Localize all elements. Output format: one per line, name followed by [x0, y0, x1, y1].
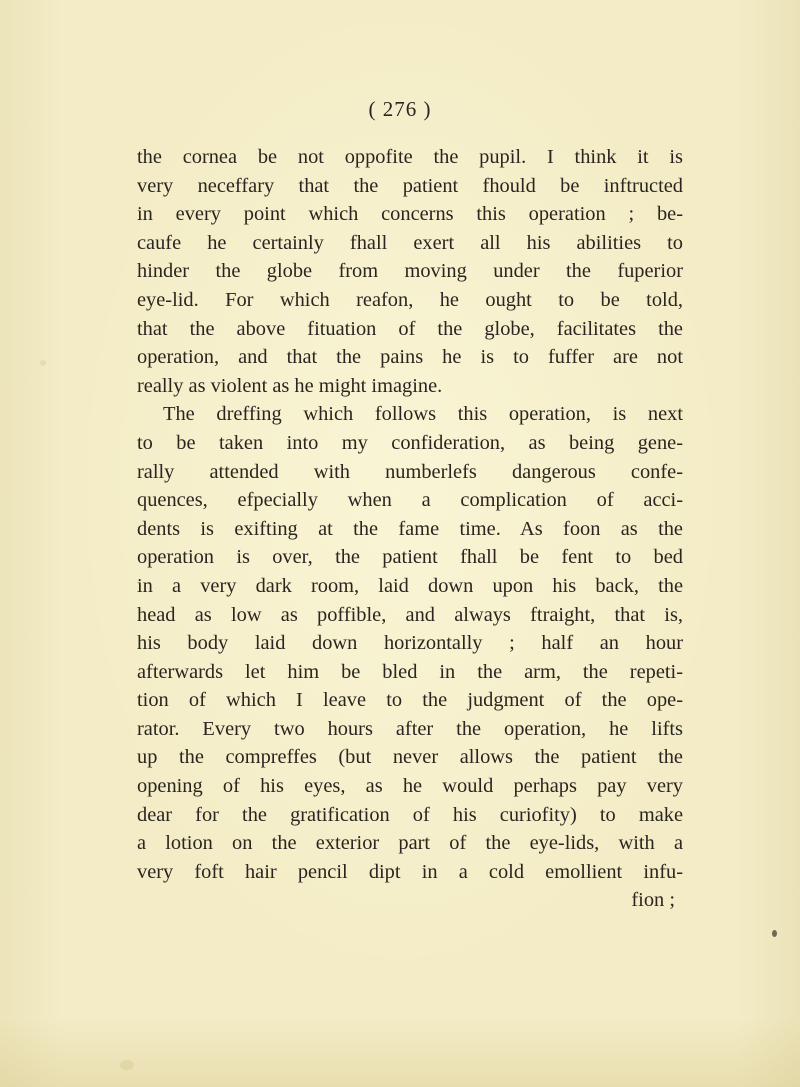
text-line: that the above fituation of the globe, facilitates the: [137, 317, 683, 340]
text-line: really as violent as he might imagine.: [137, 374, 443, 397]
text-line: his body laid down horizontally ; half an hour: [137, 632, 683, 655]
text-line: in a very dark room, laid down upon his back, the: [137, 574, 683, 597]
text-line: rally attended with numberlefs dangerous confe-: [137, 460, 683, 483]
text-line: dear for the gratification of his curiofity) to make: [137, 803, 683, 826]
text-line: operation, and that the pains he is to fuffer are not: [137, 346, 683, 369]
text-line: operation is over, the patient fhall be fent to bed: [137, 546, 683, 569]
text-line: quences, efpecially when a complication of acci-: [137, 489, 683, 512]
text-line: The dreffing which follows this operation, is next: [163, 403, 683, 426]
text-line: opening of his eyes, as he would perhaps pay very: [137, 775, 683, 798]
text-line: dents is exifting at the fame time. As foon as the: [137, 517, 683, 540]
text-line: head as low as poffible, and always ftraight, that is,: [137, 603, 683, 626]
text-line: tion of which I leave to the judgment of the ope-: [137, 689, 683, 712]
body-text: [137, 143, 683, 915]
page-number-header: ( 276 ): [368, 97, 432, 121]
foxing-spot: [40, 360, 46, 366]
page-edge-stain: [0, 1017, 800, 1087]
text-line: afterwards let him be bled in the arm, the repeti-: [137, 660, 683, 683]
text-line: rator. Every two hours after the operation, he lifts: [137, 717, 683, 740]
text-line: hinder the globe from moving under the fuperior: [137, 260, 683, 283]
text-line: in every point which concerns this operation ; be-: [137, 203, 683, 226]
text-line: up the compreffes (but never allows the patient the: [137, 746, 683, 769]
foxing-spot: [772, 930, 777, 937]
text-line: a lotion on the exterior part of the eye-lids, with a: [137, 832, 683, 855]
text-line: eye-lid. For which reafon, he ought to be told,: [137, 288, 683, 311]
text-line: very neceffary that the patient fhould be inftructed: [137, 174, 683, 197]
text-line: fion ;: [631, 889, 675, 912]
text-line: to be taken into my confideration, as being gene-: [137, 431, 683, 454]
text-line: very foft hair pencil dipt in a cold emollient infu-: [137, 860, 683, 883]
text-line: the cornea be not oppofite the pupil. I think it is: [137, 146, 683, 168]
text-line: caufe he certainly fhall exert all his abilities to: [137, 231, 683, 254]
